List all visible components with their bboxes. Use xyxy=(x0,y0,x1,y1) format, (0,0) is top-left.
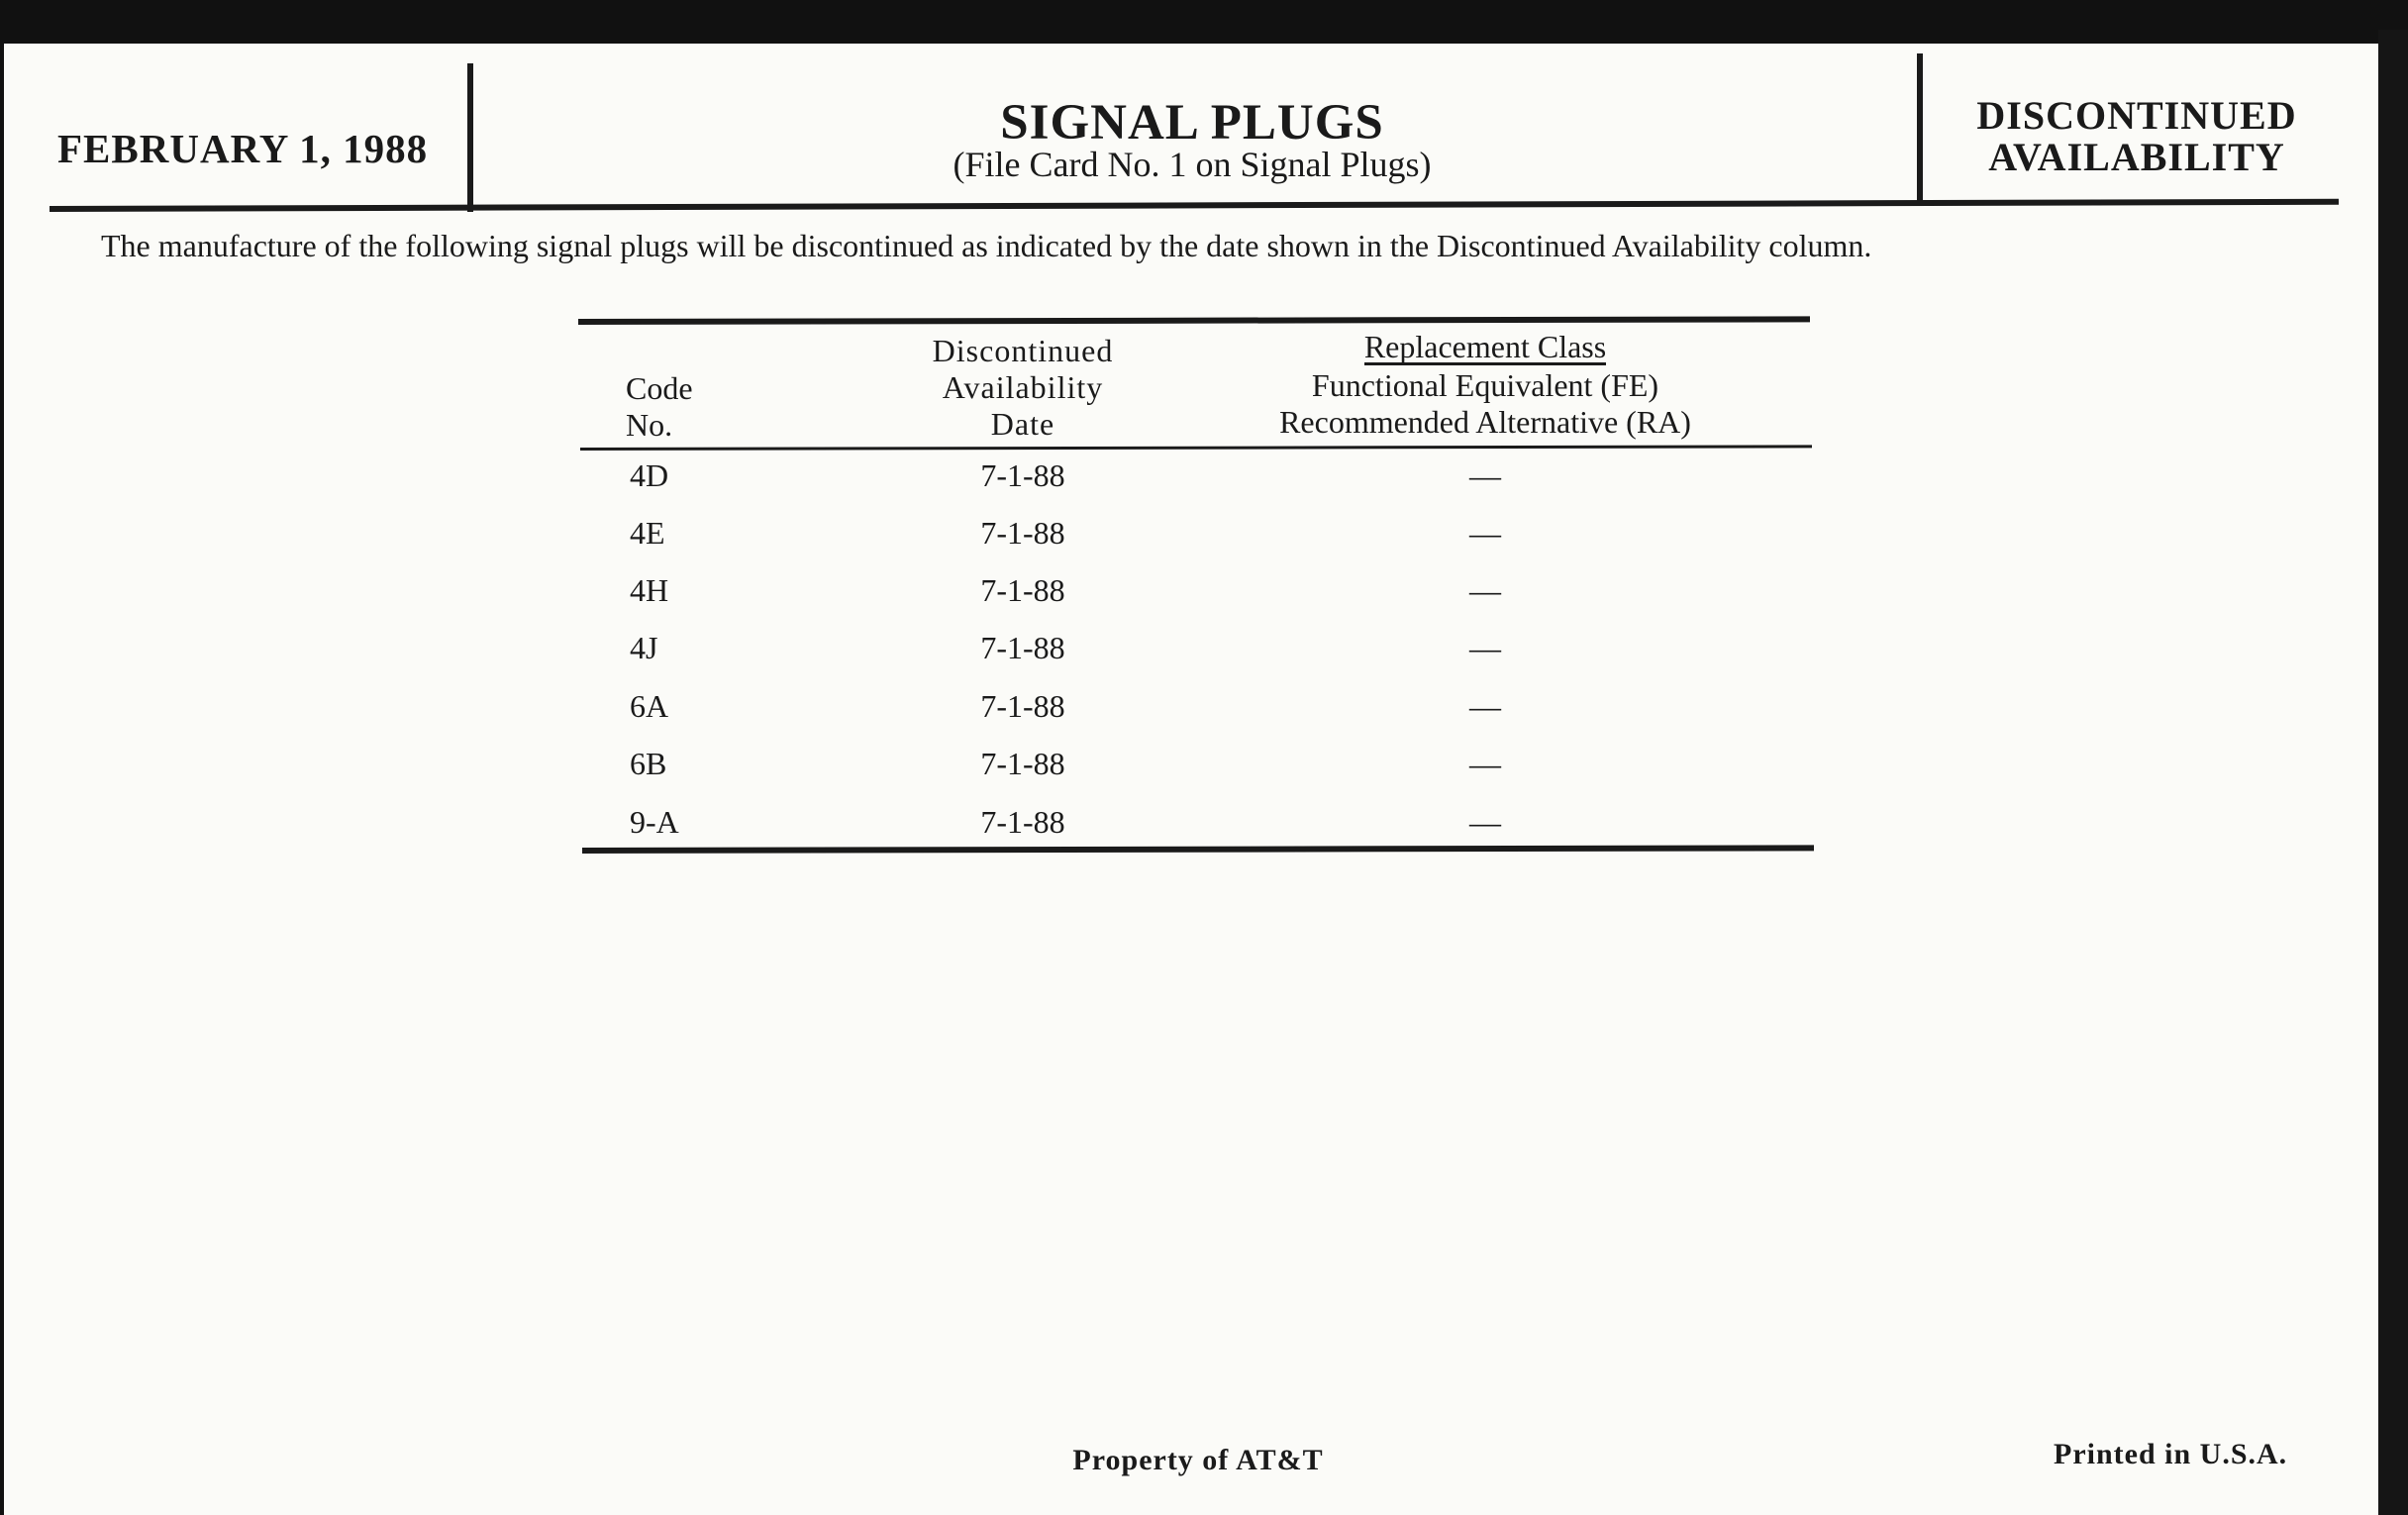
header-divider-left xyxy=(467,63,473,212)
table-row-date: 7-1-88 xyxy=(980,746,1065,781)
table-row-replacement: — xyxy=(1469,457,1501,493)
table-row-code: 9-A xyxy=(630,804,679,840)
table-row-date: 7-1-88 xyxy=(980,457,1065,493)
scan-edge-shadow xyxy=(2378,30,2408,1515)
table-row-date: 7-1-88 xyxy=(980,572,1065,608)
table-row-code: 6B xyxy=(630,746,667,781)
header-divider-right xyxy=(1917,53,1923,204)
table-row-date: 7-1-88 xyxy=(980,630,1065,665)
footer-property: Property of AT&T xyxy=(1072,1444,1324,1476)
table-row-replacement: — xyxy=(1469,746,1501,781)
footer-printed: Printed in U.S.A. xyxy=(2054,1438,2288,1470)
table-row-replacement: — xyxy=(1469,515,1501,551)
column-header-replacement-line-2: Functional Equivalent (FE) xyxy=(1311,367,1659,403)
table-row-date: 7-1-88 xyxy=(980,804,1065,840)
status-line-1: DISCONTINUED xyxy=(1976,93,2297,138)
card-title: SIGNAL PLUGS xyxy=(1000,95,1384,151)
table-row-replacement: — xyxy=(1469,688,1501,724)
column-header-date xyxy=(871,333,1174,443)
table-row-code: 4D xyxy=(630,457,669,493)
table-row-code: 4H xyxy=(630,572,669,608)
intro-text: The manufacture of the following signal plugs will be discontinued as indicated by the date shown in the Discontinued Availability column. xyxy=(101,228,1872,263)
table-row-code: 4E xyxy=(630,515,665,551)
column-header-code xyxy=(626,370,693,444)
table-row-replacement: — xyxy=(1469,572,1501,608)
column-header-replacement-line-3: Recommended Alternative (RA) xyxy=(1279,404,1691,440)
table-row-code: 4J xyxy=(630,630,658,665)
table-row-date: 7-1-88 xyxy=(980,515,1065,551)
table-row-replacement: — xyxy=(1469,804,1501,840)
status-line-2: AVAILABILITY xyxy=(1988,135,2285,179)
column-header-code-line-1: Code xyxy=(626,370,693,406)
card-subtitle: (File Card No. 1 on Signal Plugs) xyxy=(953,145,1432,184)
column-header-replacement-line-1: Replacement Class xyxy=(1363,329,1607,364)
table-row-code: 6A xyxy=(630,688,669,724)
column-header-date-line-3: Date xyxy=(990,406,1055,442)
table-row-date: 7-1-88 xyxy=(980,688,1065,724)
table-row-replacement: — xyxy=(1469,630,1501,665)
column-header-code-line-2: No. xyxy=(626,407,673,443)
status-label xyxy=(1941,95,2333,178)
card-date: FEBRUARY 1, 1988 xyxy=(57,126,429,171)
column-header-date-line-2: Availability xyxy=(942,369,1104,405)
column-header-date-line-1: Discontinued xyxy=(932,333,1114,368)
column-header-replacement xyxy=(1208,329,1762,441)
